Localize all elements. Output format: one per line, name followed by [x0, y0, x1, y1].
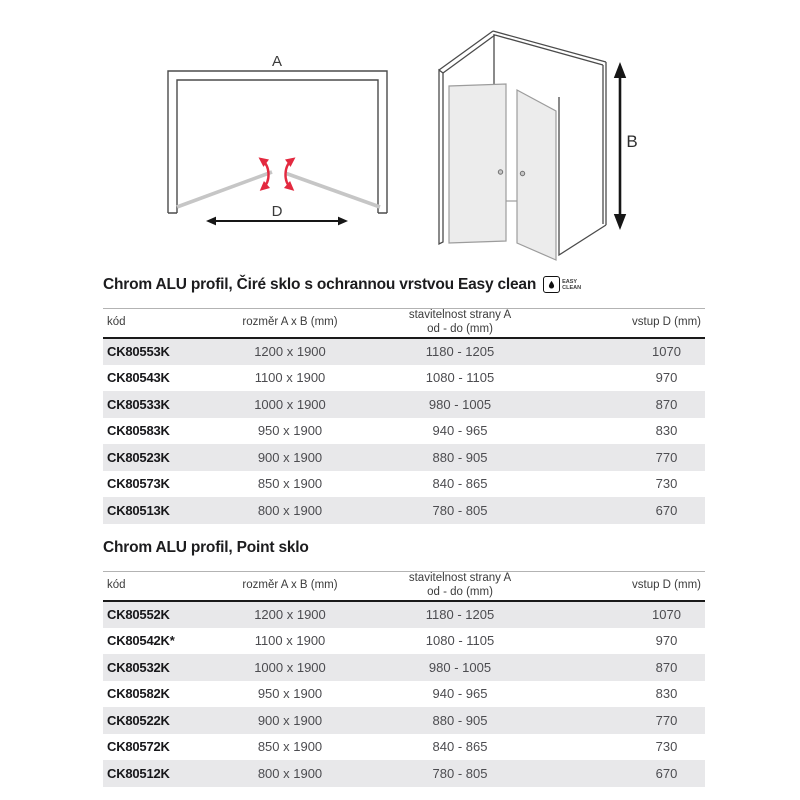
- height-arrow: [614, 62, 626, 230]
- product-code-cell: CK80583K: [107, 423, 170, 439]
- product-code-cell: CK80512K: [107, 765, 170, 781]
- product-code-cell: CK80533K: [107, 396, 170, 412]
- column-header-1: kód: [103, 309, 210, 338]
- spec-row: [103, 760, 705, 787]
- perspective-view-diagram: [428, 25, 648, 265]
- spec-row: [103, 628, 705, 655]
- product-code-cell: CK80572K: [107, 739, 170, 755]
- entry-width-cell: 730: [655, 739, 678, 755]
- spec-row: [103, 734, 705, 761]
- product-code-cell: CK80552K: [107, 607, 170, 623]
- spec-table-easy-clean: [103, 309, 705, 524]
- product-code-cell: CK80573K: [107, 476, 170, 492]
- entry-width-cell: 770: [655, 712, 678, 728]
- entry-width-cell: 1070: [652, 344, 681, 360]
- front-view-diagram: [150, 38, 400, 228]
- spec-row: [103, 338, 705, 365]
- entry-width-cell: 830: [655, 423, 678, 439]
- adjustability-cell: 780 - 805: [432, 765, 488, 781]
- adjustability-cell: 940 - 965: [432, 423, 488, 439]
- spec-row: [103, 654, 705, 681]
- left-door-knob-icon: [498, 170, 502, 174]
- dimension-cell: 1200 x 1900: [254, 607, 326, 623]
- entry-width-cell: 670: [655, 502, 678, 518]
- adjustability-cell: 980 - 1005: [428, 659, 492, 675]
- entry-width-cell: 770: [655, 449, 678, 465]
- adjustability-cell: 1180 - 1205: [425, 344, 495, 360]
- door-panels: [177, 172, 380, 207]
- entry-width-cell: 970: [655, 370, 678, 386]
- spec-table-body: [103, 601, 705, 787]
- product-code-cell: CK80523K: [107, 449, 170, 465]
- adjustability-cell: 880 - 905: [432, 712, 488, 728]
- entry-width-cell: 1070: [652, 607, 681, 623]
- droplet-icon: [543, 276, 560, 293]
- spec-row: [103, 601, 705, 628]
- dimension-cell: 900 x 1900: [257, 712, 323, 728]
- adjustability-cell: 980 - 1005: [428, 396, 492, 412]
- right-door-knob-icon: [520, 171, 524, 175]
- dimension-cell: 850 x 1900: [257, 739, 323, 755]
- adjustability-cell: 940 - 965: [432, 686, 488, 702]
- section-title: Chrom ALU profil, Čiré sklo s ochrannou vrstvou Easy clean: [103, 276, 537, 293]
- product-code-cell: CK80543K: [107, 370, 170, 386]
- dimension-cell: 950 x 1900: [257, 686, 323, 702]
- product-code-cell: CK80513K: [107, 502, 170, 518]
- adjustability-cell: 840 - 865: [432, 476, 488, 492]
- adjustability-cell: 1180 - 1205: [425, 607, 495, 623]
- dimension-cell: 800 x 1900: [257, 502, 323, 518]
- dimension-cell: 1000 x 1900: [254, 659, 326, 675]
- frame-outline: [168, 71, 387, 213]
- column-header-4: vstup D (mm): [550, 572, 705, 601]
- section-title: Chrom ALU profil, Point sklo: [103, 539, 309, 556]
- entry-width-cell: 970: [655, 633, 678, 649]
- dimension-cell: 850 x 1900: [257, 476, 323, 492]
- spec-row: [103, 418, 705, 445]
- spec-table-point-glass: [103, 572, 705, 787]
- spec-row: [103, 497, 705, 524]
- easy-clean-badge-text: EASY CLEAN: [562, 278, 582, 291]
- entry-width-cell: 870: [655, 659, 678, 675]
- dimension-cell: 950 x 1900: [257, 423, 323, 439]
- dimension-cell: 900 x 1900: [257, 449, 323, 465]
- dimension-cell: 800 x 1900: [257, 765, 323, 781]
- header-row: [103, 572, 705, 601]
- entry-width-cell: 670: [655, 765, 678, 781]
- spec-row: [103, 444, 705, 471]
- spec-row: [103, 681, 705, 708]
- product-code-cell: CK80582K: [107, 686, 170, 702]
- column-header-4: vstup D (mm): [550, 309, 705, 338]
- width-dimension-label: A: [271, 53, 283, 70]
- product-code-cell: CK80542K*: [107, 633, 175, 649]
- adjustability-cell: 1080 - 1105: [425, 633, 495, 649]
- dimension-cell: 1000 x 1900: [254, 396, 326, 412]
- column-header-1: kód: [103, 572, 210, 601]
- entry-width-cell: 870: [655, 396, 678, 412]
- spec-table-body: [103, 338, 705, 524]
- product-code-cell: CK80522K: [107, 712, 170, 728]
- dimension-cell: 1100 x 1900: [254, 633, 326, 649]
- column-header-3: stavitelnost strany A od - do (mm): [370, 572, 550, 601]
- entry-width-cell: 730: [655, 476, 678, 492]
- spec-row: [103, 707, 705, 734]
- adjustability-cell: 880 - 905: [432, 449, 488, 465]
- dimension-cell: 1200 x 1900: [254, 344, 326, 360]
- adjustability-cell: 780 - 805: [432, 502, 488, 518]
- spec-row: [103, 365, 705, 392]
- section-easy-clean: [103, 275, 705, 524]
- spec-row: [103, 391, 705, 418]
- height-dimension-label: B: [626, 132, 638, 151]
- entry-dimension-label: D: [271, 203, 283, 220]
- section-title-row: [103, 538, 705, 572]
- product-code-cell: CK80553K: [107, 344, 170, 360]
- section-point-glass: [103, 538, 705, 787]
- spec-row: [103, 471, 705, 498]
- column-header-2: rozměr A x B (mm): [210, 572, 370, 601]
- product-code-cell: CK80532K: [107, 659, 170, 675]
- column-header-3: stavitelnost strany A od - do (mm): [370, 309, 550, 338]
- entry-width-cell: 830: [655, 686, 678, 702]
- adjustability-cell: 840 - 865: [432, 739, 488, 755]
- column-header-2: rozměr A x B (mm): [210, 309, 370, 338]
- adjustability-cell: 1080 - 1105: [425, 370, 495, 386]
- section-title-row: [103, 275, 705, 309]
- header-row: [103, 309, 705, 338]
- easy-clean-badge: [543, 276, 581, 293]
- dimension-cell: 1100 x 1900: [254, 370, 326, 386]
